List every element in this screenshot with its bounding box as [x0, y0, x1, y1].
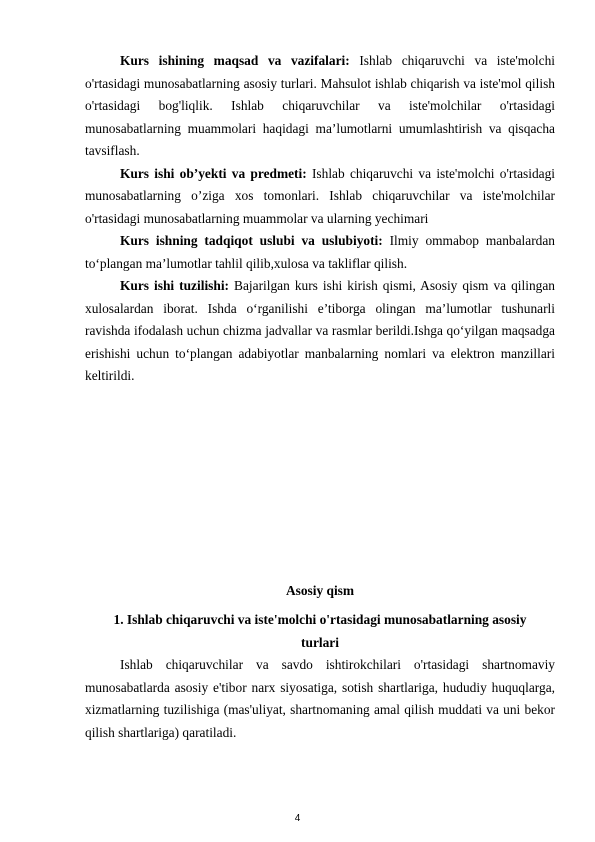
- paragraph-text: Ilmiy ommabop manbalardan to‘plangan ma’lumotlar tahlil qilib,xulosa va takliflar qilish.: [85, 233, 555, 271]
- paragraph-lead: Kurs ishi tuzilishi:: [120, 278, 230, 293]
- paragraph-goals: [85, 50, 555, 163]
- paragraph-text: Bajarilgan kurs ishi kirish qismi, Asosiy qism va qilingan xulosalardan iborat. Ishda o‘rganilishi e’tiborga olingan ma’lumotlar tushunarli ravishda ifodalash uchun chizma jadvallar va rasmlar berildi.Ishga qo‘yilgan maqsadga erishishi uchun to‘plangan adabiyotlar manbalarning nomlari va elektron manzillari keltirildi.: [85, 278, 556, 383]
- paragraph-text: Ishlab chiqaruvchi va iste'molchi o'rtasidagi munosabatlarning asosiy turlari. Mahsulot ishlab chiqarish va iste'mol qilish o'rtasidagi bog'liqlik. Ishlab chiqaruvchilar va iste'molchilar o'rtasidagi munosabatlarning muammolari haqidagi ma’lumotlarni umumlashtirish va qisqacha tavsiflash.: [85, 53, 555, 158]
- paragraph-object: [85, 163, 555, 231]
- paragraph-structure: [85, 275, 555, 388]
- blank-space: [85, 388, 555, 580]
- paragraph-lead: Kurs ishining maqsad va vazifalari:: [120, 53, 350, 68]
- paragraph-lead: Kurs ishning tadqiqot uslubi va uslubiyoti:: [120, 233, 383, 248]
- section-heading: Asosiy qism: [285, 582, 355, 598]
- page-number: 4: [294, 813, 301, 824]
- subsection-heading: 1. Ishlab chiqaruvchi va iste'molchi o'rtasidagi munosabatlarning asosiy turlari: [113, 612, 527, 650]
- body-paragraph: Ishlab chiqaruvchilar va savdo ishtirokchilari o'rtasidagi shartnomaviy munosabatlarda asosiy e'tibor narx siyosatiga, sotish shartlariga, hududiy huquqlarga, xizmatlarning tuzilishiga (mas'uliyat, shartnomaning amal qilish muddati va uni bekor qilish shartlariga) qaratiladi.: [85, 657, 555, 740]
- paragraph-text: Ishlab chiqaruvchi va iste'molchi o'rtasidagi munosabatlarning o’ziga xos tomonlari. Ishlab chiqaruvchilar va iste'molchilar o'rtasidagi munosabatlarning muammolar va ularning yechimari: [85, 165, 555, 226]
- paragraph-lead: Kurs ishi ob’yekti va predmeti:: [120, 165, 307, 181]
- paragraph-method: [85, 230, 555, 275]
- page-content: [85, 50, 555, 744]
